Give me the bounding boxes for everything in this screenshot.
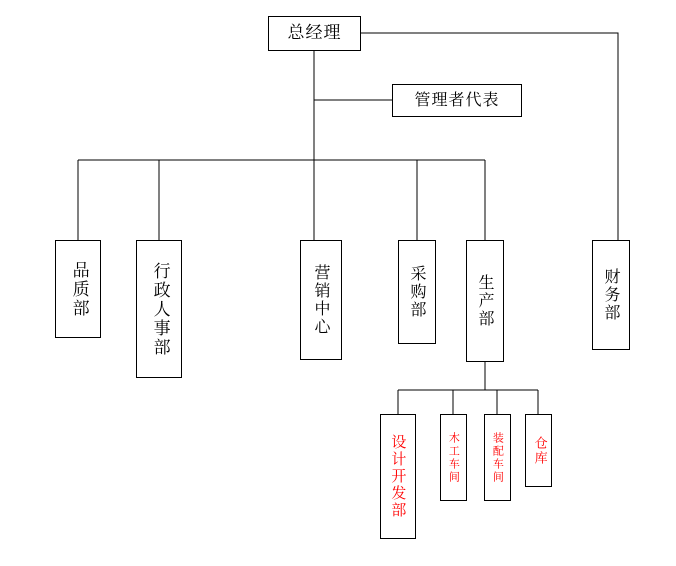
node-design[interactable] [380, 414, 416, 539]
node-label-marketing: 营销中心 [312, 264, 331, 336]
node-produce[interactable] [466, 240, 504, 362]
node-label-finance: 财务部 [602, 268, 621, 322]
node-woodshop[interactable] [440, 414, 467, 501]
node-admin_hr[interactable] [136, 240, 182, 378]
node-purchase[interactable] [398, 240, 436, 344]
node-gm[interactable] [268, 16, 361, 51]
connector-gm-to-right-trunk [361, 33, 618, 240]
node-label-warehouse: 仓库 [531, 435, 547, 466]
node-warehouse[interactable] [525, 414, 552, 487]
node-quality[interactable] [55, 240, 101, 338]
node-assembly[interactable] [484, 414, 511, 501]
node-label-admin_hr: 行政人事部 [149, 261, 170, 357]
node-label-quality: 品质部 [68, 260, 89, 318]
node-label-mgmt_rep: 管理者代表 [414, 90, 500, 110]
node-label-assembly: 装配车间 [491, 431, 505, 484]
node-mgmt_rep[interactable] [392, 84, 522, 117]
node-label-produce: 生产部 [476, 274, 495, 328]
node-label-gm: 总经理 [287, 23, 342, 44]
node-label-design: 设计开发部 [389, 434, 408, 519]
node-marketing[interactable] [300, 240, 342, 360]
node-finance[interactable] [592, 240, 630, 350]
node-label-purchase: 采购部 [408, 265, 427, 319]
node-label-woodshop: 木工车间 [447, 431, 461, 484]
